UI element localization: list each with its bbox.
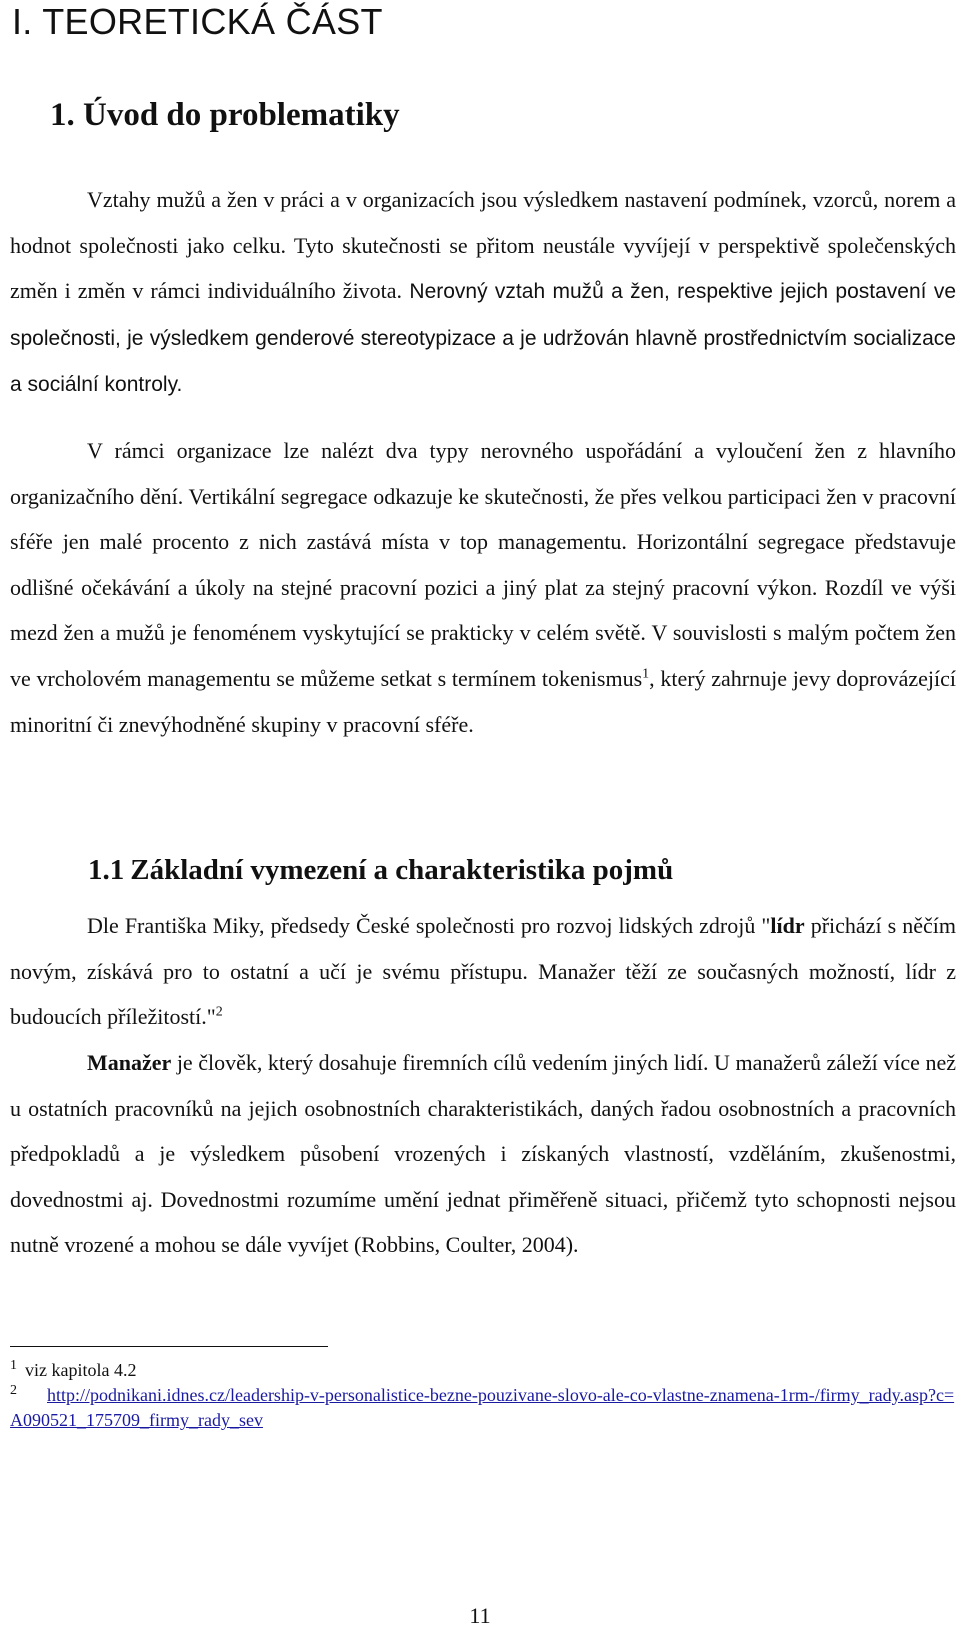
term-lidr: lídr [770, 913, 805, 938]
footnote-ref-2: 2 [215, 1004, 223, 1020]
section-title [88, 850, 673, 890]
intro-text-b: Nerovný vztah mužů a žen, respektive jejich postavení ve společnosti, je výsledkem genderové stereotypizace a je udržován hlavně prostřednictvím socializace a sociální kontroly. [10, 280, 956, 397]
footnote-mark-1: 1 [10, 1358, 17, 1373]
footnote-2 [10, 1383, 956, 1433]
chapter-title: 1. Úvod do problematiky [50, 97, 400, 133]
page-number: 11 [469, 1603, 491, 1628]
footnote-mark-2: 2 [10, 1383, 17, 1398]
footnote-text-1: viz kapitola 4.2 [25, 1360, 137, 1380]
footnote-divider [10, 1346, 328, 1347]
section-paragraph-1 [10, 903, 956, 1040]
intro-paragraph-1 [10, 177, 956, 408]
section-title-text: Základní vymezení a charakteristika pojmů [130, 854, 674, 886]
footnote-ref-1: 1 [642, 666, 650, 682]
intro-text-a: Vztahy mužů a žen v práci a v organizacích jsou výsledkem nastavení podmínek, vzorců, norem a hodnot společnosti jako celku. Tyto skutečnosti se přitom neustále vyvíjejí v perspektivě společenských změn i změn v rámci individuálního života. [10, 187, 956, 304]
intro-paragraph-2 [10, 428, 956, 747]
section-text-c: je člověk, který dosahuje firemních cílů vedením jiných lidí. U manažerů záleží více než u ostatních pracovníků na jejich osobnostních charakteristikách, daných řadou osobnostních a pracovních předpokladů a je výsledkem působení vrozených i získaných vlastností, vzděláním, zkušenostmi, dovednostmi aj. Dovednostmi rozumíme umění jednat přiměřeně situaci, přičemž tyto schopnosti nejsou nutně vrozené a mohou se dále vyvíjet (Robbins, Coulter, 2004). [10, 1050, 956, 1258]
footnotes [10, 1358, 956, 1433]
intro-text-c: V rámci organizace lze nalézt dva typy nerovného uspořádání a vyloučení žen z hlavního organizačního dění. Vertikální segregace odkazuje ke skutečnosti, že přes velkou participaci žen v pracovní sféře jen malé procento z nich zastává místa v top managementu. Horizontální segregace představuje odlišné očekávání a úkoly na stejné pracovní pozici a jiný plat za stejný pracovní výkon. Rozdíl ve výši mezd žen a mužů je fenoménem vyskytující se prakticky v celém světě. V souvislosti s malým počtem žen ve vrcholovém managementu se můžeme setkat s termínem tokenismus [10, 438, 956, 691]
intro-text-d: , který zahrnuje jevy doprovázející minoritní či znevýhodněné skupiny v pracovní sféře. [10, 665, 956, 737]
footnote-link-2[interactable]: http://podnikani.idnes.cz/leadership-v-personalistice-bezne-pouzivane-slovo-ale-co-vlastne-znamena-1rm-/firmy_rady.asp?c=A090521_175709_firmy_rady_sev [10, 1385, 955, 1430]
term-manazer: Manažer [87, 1050, 172, 1075]
section-number: 1.1 [88, 854, 125, 886]
footnote-1 [10, 1358, 956, 1383]
section-text-b: přichází s něčím novým, získává pro to ostatní a učí je svému přístupu. Manažer těží ze současných možností, lídr z budoucích příležitostí." [10, 913, 956, 1030]
section-text-a: Dle Františka Miky, předsedy České společnosti pro rozvoj lidských zdrojů " [87, 913, 771, 938]
section-paragraph-2 [10, 1040, 956, 1268]
part-title: I. TEORETICKÁ ČÁST [12, 1, 383, 42]
